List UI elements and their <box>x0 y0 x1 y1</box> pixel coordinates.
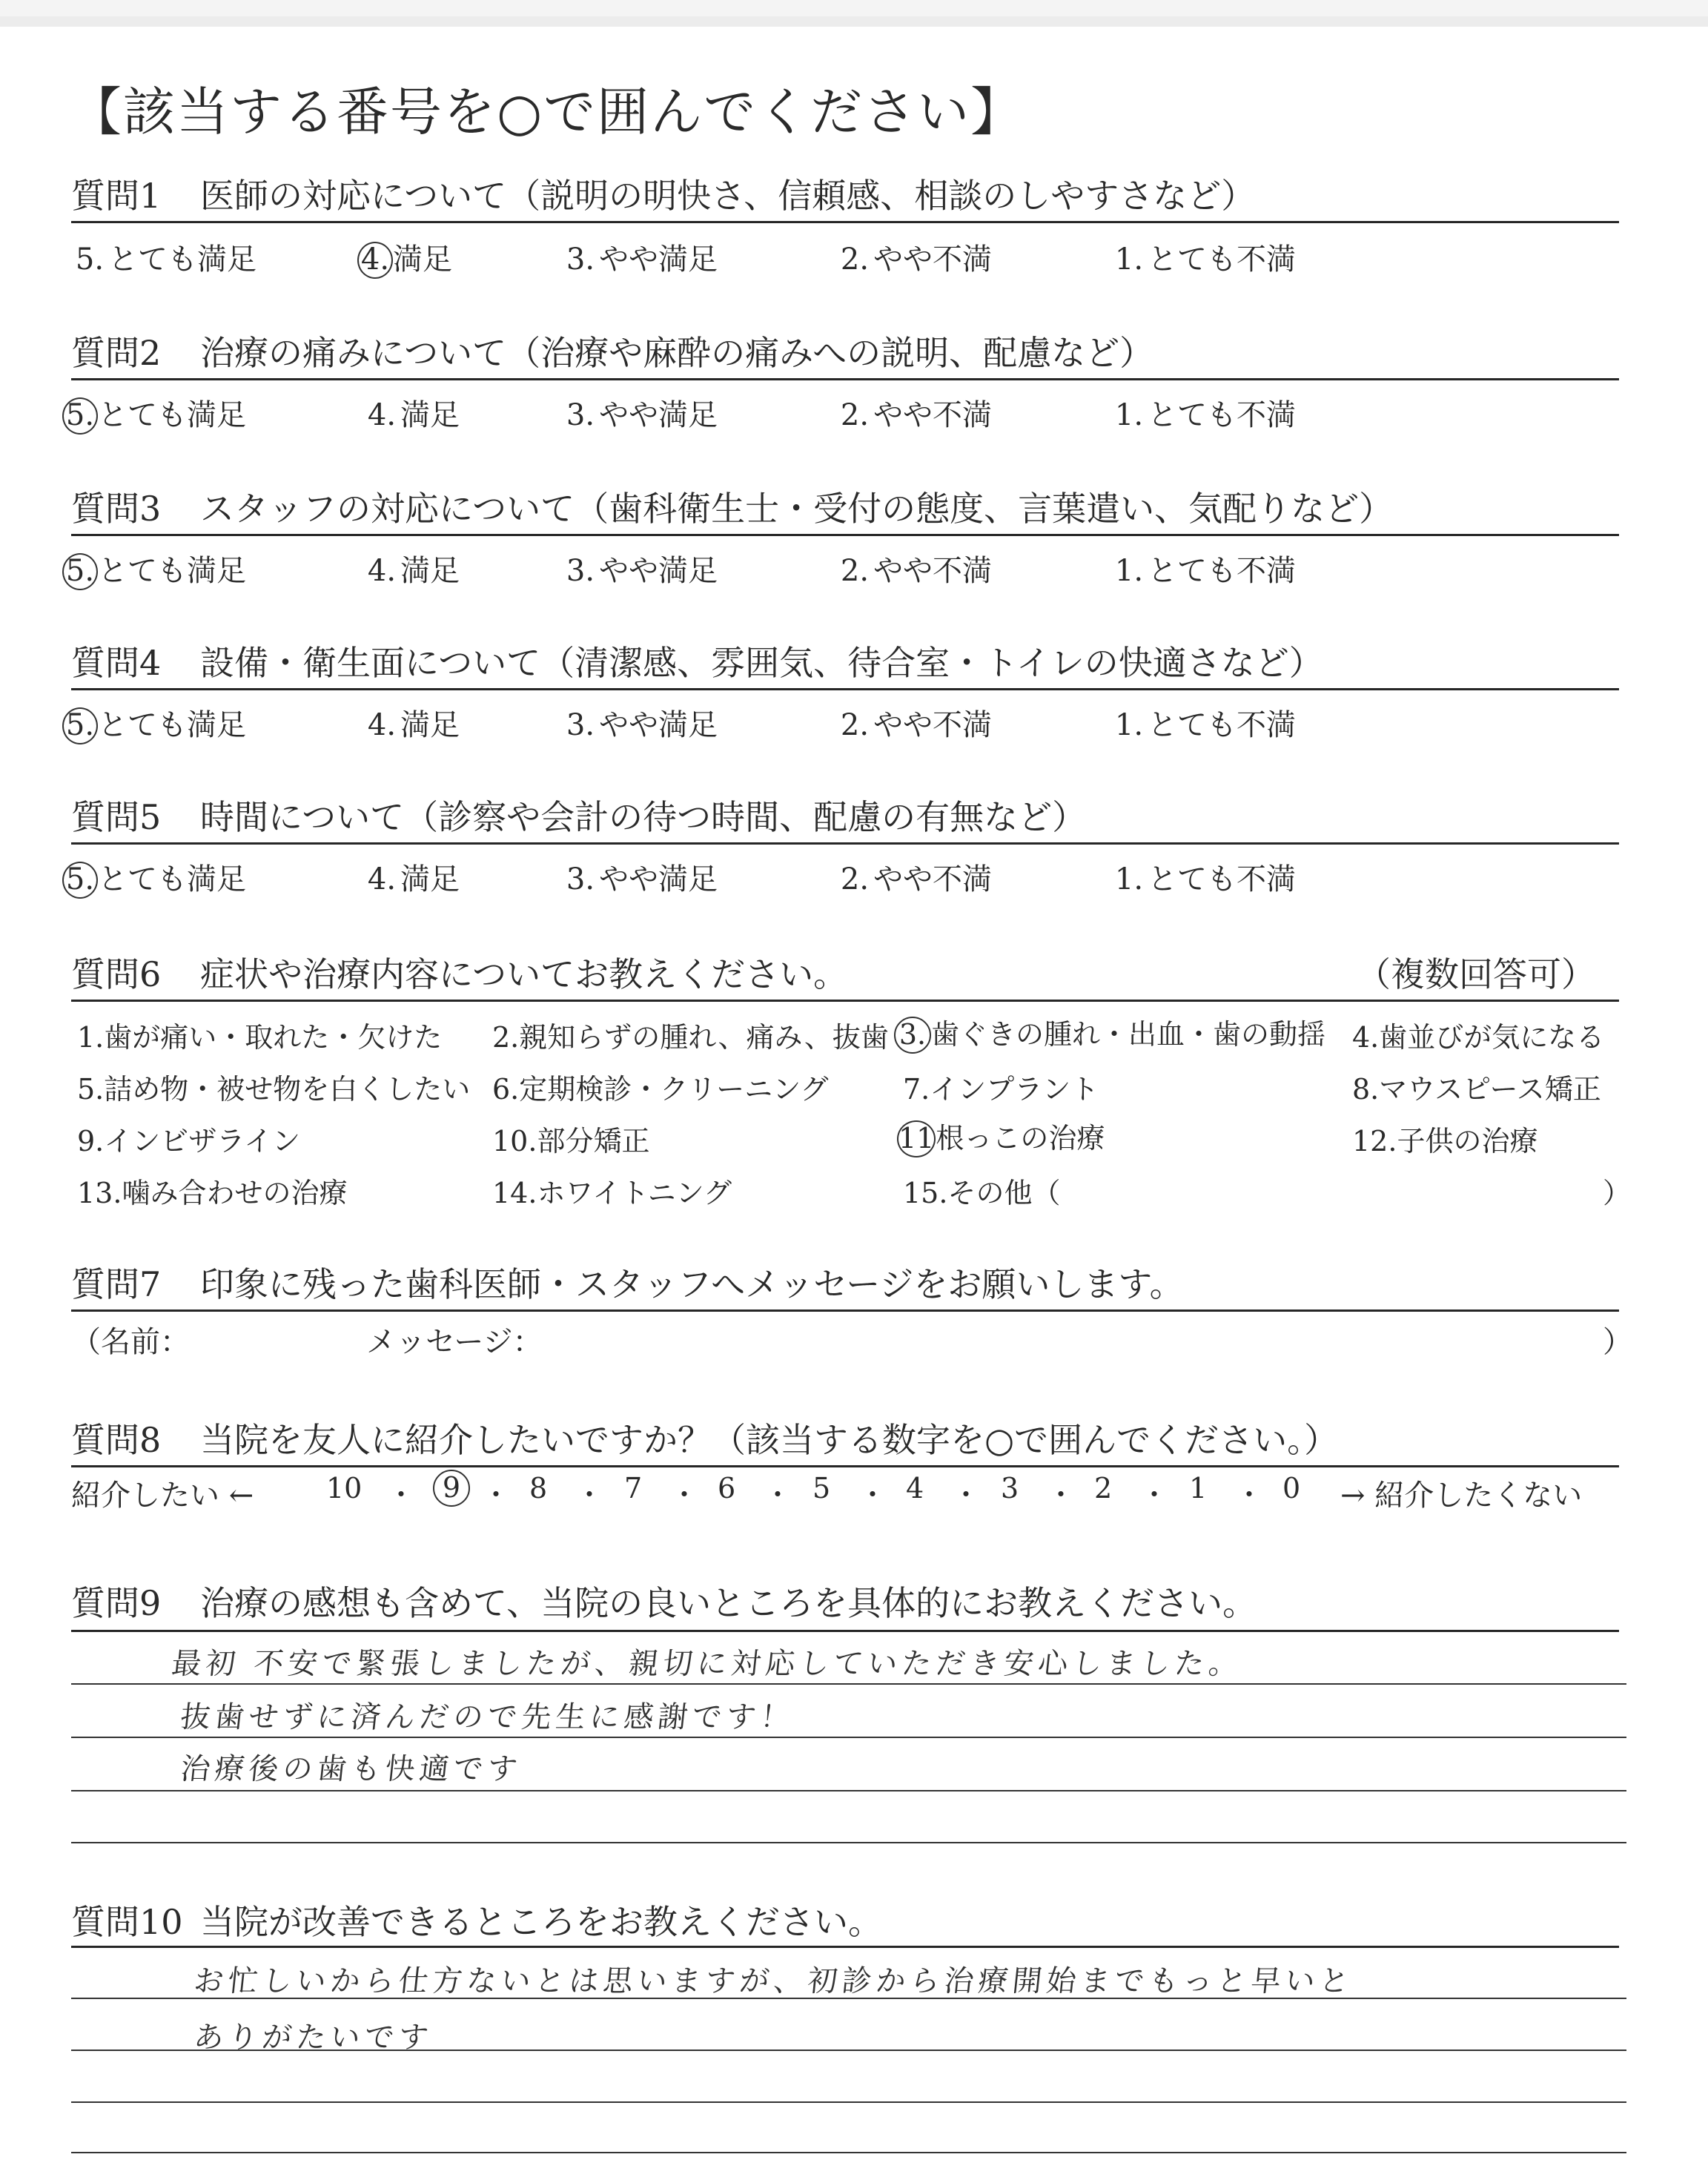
question-8 <box>71 1413 1338 1459</box>
q6-item-2[interactable]: 2.親知らずの腫れ、痛み、抜歯 <box>492 1021 889 1054</box>
scale-1[interactable]: 1 <box>1189 1472 1208 1505</box>
question-4-rule <box>71 688 1619 690</box>
q6-item-15[interactable]: 15.その他（ <box>903 1177 1061 1209</box>
q4-option-1[interactable]: 1. とても不満 <box>1114 708 1296 742</box>
q6-item-5[interactable]: 5.詰め物・被せ物を白くしたい <box>77 1073 471 1106</box>
question-5-rule <box>71 842 1619 845</box>
recommend-label: 紹介したい ← <box>71 1479 254 1513</box>
question-4 <box>71 636 1323 682</box>
question-text: 当院を友人に紹介したいですか？（該当する数字を○で囲んでください。） <box>200 1420 1339 1460</box>
question-number: 質問7 <box>71 1264 162 1304</box>
q1-option-1[interactable]: 1. とても不満 <box>1114 242 1296 277</box>
q5-option-1[interactable]: 1. とても不満 <box>1114 862 1296 896</box>
q4-option-2[interactable]: 2. やや不満 <box>840 708 992 742</box>
q4-option-4[interactable]: 4. 満足 <box>367 708 460 742</box>
question-3 <box>71 482 1393 528</box>
scale-8[interactable]: 8 <box>529 1472 548 1505</box>
question-number: 質問1 <box>71 176 162 216</box>
scale-2[interactable]: 2 <box>1094 1472 1113 1505</box>
q1-option-2[interactable]: 2. やや不満 <box>840 242 992 277</box>
scale-7[interactable]: 7 <box>624 1472 643 1505</box>
q6-item-14[interactable]: 14.ホワイトニング <box>492 1177 732 1209</box>
question-text: スタッフの対応について（歯科衛生士・受付の態度、言葉遣い、気配りなど） <box>200 489 1394 529</box>
scale-separator: ・ <box>670 1479 699 1511</box>
scale-separator: ・ <box>482 1479 511 1511</box>
question-number: 質問10 <box>71 1902 183 1942</box>
scale-10[interactable]: 10 <box>326 1472 363 1505</box>
q3-option-5[interactable]: 5. とても満足 <box>62 547 246 590</box>
message-field-label[interactable]: メッセージ： <box>366 1325 543 1359</box>
q9-answer-line-3: 治療後の歯も快適です <box>179 1752 524 1786</box>
q2-option-4[interactable]: 4. 満足 <box>367 398 460 432</box>
question-number: 質問3 <box>71 489 162 529</box>
q6-item-13[interactable]: 13.噛み合わせの治療 <box>77 1177 348 1209</box>
question-number: 質問5 <box>71 797 162 837</box>
q5-option-2[interactable]: 2. やや不満 <box>840 862 992 896</box>
q9-answer-line-1: 最初 不安で緊張しましたが、親切に対応していただき安心しました。 <box>170 1647 1245 1681</box>
question-10-rule <box>71 1946 1619 1948</box>
question-1-rule <box>71 221 1619 223</box>
multiple-answers-note: （複数回答可） <box>1357 954 1595 994</box>
scale-separator: ・ <box>1235 1479 1264 1511</box>
question-number: 質問6 <box>71 954 162 994</box>
message-close: ） <box>1603 1325 1632 1359</box>
scan-top-band-shadow <box>0 16 1708 27</box>
q5-option-3[interactable]: 3. やや満足 <box>566 862 718 896</box>
question-6-rule <box>71 1000 1619 1002</box>
q9-answer-line-2: 抜歯せずに済んだので先生に感謝です！ <box>179 1700 797 1734</box>
q5-option-5[interactable]: 5. とても満足 <box>62 856 246 899</box>
question-5 <box>71 790 1086 836</box>
q4-option-3[interactable]: 3. やや満足 <box>566 708 718 742</box>
question-number: 質問8 <box>71 1420 162 1460</box>
scale-separator: ・ <box>952 1479 981 1511</box>
q2-option-2[interactable]: 2. やや不満 <box>840 398 992 432</box>
q6-item-8[interactable]: 8.マウスピース矯正 <box>1352 1073 1601 1106</box>
question-2-rule <box>71 378 1619 380</box>
answer-line <box>71 2152 1626 2153</box>
scale-4[interactable]: 4 <box>906 1472 924 1505</box>
q5-option-4[interactable]: 4. 満足 <box>367 862 460 896</box>
question-6 <box>71 948 847 994</box>
answer-line <box>71 2101 1626 2103</box>
question-text: 印象に残った歯科医師・スタッフへメッセージをお願いします。 <box>200 1264 1184 1304</box>
q6-item-9[interactable]: 9.インビザライン <box>77 1125 301 1157</box>
q10-answer-line-1: お忙しいから仕方ないとは思いますが、初診から治療開始までもっと早いと <box>192 1964 1356 1998</box>
question-7 <box>71 1258 1184 1304</box>
question-10 <box>71 1895 882 1941</box>
q3-option-3[interactable]: 3. やや満足 <box>566 554 718 588</box>
q1-option-5[interactable]: 5. とても満足 <box>75 242 256 277</box>
question-7-rule <box>71 1309 1619 1312</box>
q3-option-1[interactable]: 1. とても不満 <box>1114 554 1296 588</box>
scale-separator: ・ <box>858 1479 887 1511</box>
q1-option-4[interactable]: 4. 満足 <box>357 236 452 279</box>
q2-option-3[interactable]: 3. やや満足 <box>566 398 718 432</box>
scale-0[interactable]: 0 <box>1282 1472 1301 1505</box>
question-number: 質問2 <box>71 333 162 373</box>
question-9 <box>71 1576 1257 1622</box>
q6-item-3[interactable]: 3. 歯ぐきの腫れ・出血・歯の動揺 <box>894 1011 1325 1054</box>
answer-line <box>71 1842 1626 1843</box>
question-text: 治療の痛みについて（治療や麻酔の痛みへの説明、配慮など） <box>200 333 1154 373</box>
question-8-rule <box>71 1465 1619 1467</box>
q2-option-5[interactable]: 5. とても満足 <box>62 392 246 435</box>
scale-separator: ・ <box>575 1479 604 1511</box>
q6-item-10[interactable]: 10.部分矯正 <box>492 1125 650 1157</box>
page-title: 【該当する番号を○で囲んでください】 <box>70 82 1025 142</box>
q6-item-15-close: ） <box>1603 1177 1632 1209</box>
q2-option-1[interactable]: 1. とても不満 <box>1114 398 1296 432</box>
answer-line <box>71 1683 1626 1685</box>
question-1 <box>71 169 1255 215</box>
scale-separator: ・ <box>1047 1479 1076 1511</box>
q6-item-12[interactable]: 12.子供の治療 <box>1352 1125 1538 1157</box>
q6-item-1[interactable]: 1.歯が痛い・取れた・欠けた <box>77 1021 443 1054</box>
q1-option-3[interactable]: 3. やや満足 <box>566 242 718 277</box>
question-text: 設備・衛生面について（清潔感、雰囲気、待合室・トイレの快適さなど） <box>200 643 1323 683</box>
q10-answer-line-2: ありがたいです <box>192 2021 435 2055</box>
scale-separator: ・ <box>764 1479 792 1511</box>
scale-separator: ・ <box>387 1479 416 1511</box>
name-field-label[interactable]: （名前： <box>71 1325 190 1359</box>
question-text: 時間について（診察や会計の待つ時間、配慮の有無など） <box>200 797 1087 837</box>
q6-item-7[interactable]: 7.インプラント <box>903 1073 1099 1106</box>
question-text: 治療の感想も含めて、当院の良いところを具体的にお教えください。 <box>200 1583 1257 1623</box>
q6-item-11[interactable]: 11根っこの治療 <box>897 1115 1105 1157</box>
scale-separator: ・ <box>1140 1479 1169 1511</box>
question-text: 症状や治療内容についてお教えください。 <box>200 954 848 994</box>
scale-6[interactable]: 6 <box>718 1472 736 1505</box>
q3-option-2[interactable]: 2. やや不満 <box>840 554 992 588</box>
question-2 <box>71 326 1153 372</box>
question-text: 医師の対応について（説明の明快さ、信頼感、相談のしやすさなど） <box>200 176 1256 216</box>
question-9-rule <box>71 1630 1619 1632</box>
q6-item-4[interactable]: 4.歯並びが気になる <box>1352 1021 1605 1054</box>
question-number: 質問4 <box>71 643 162 683</box>
question-number: 質問9 <box>71 1583 162 1623</box>
answer-line <box>71 1737 1626 1738</box>
scan-top-band <box>0 0 1708 16</box>
not-recommend-label: → 紹介したくない <box>1340 1479 1583 1513</box>
q3-option-4[interactable]: 4. 満足 <box>367 554 460 588</box>
question-text: 当院が改善できるところをお教えください。 <box>200 1902 882 1942</box>
scale-3[interactable]: 3 <box>1001 1472 1019 1505</box>
scale-9[interactable]: 9 <box>433 1470 470 1507</box>
q4-option-5[interactable]: 5. とても満足 <box>62 701 246 744</box>
q6-item-6[interactable]: 6.定期検診・クリーニング <box>492 1073 829 1106</box>
scale-5[interactable]: 5 <box>812 1472 831 1505</box>
answer-line <box>71 1790 1626 1791</box>
question-3-rule <box>71 534 1619 536</box>
